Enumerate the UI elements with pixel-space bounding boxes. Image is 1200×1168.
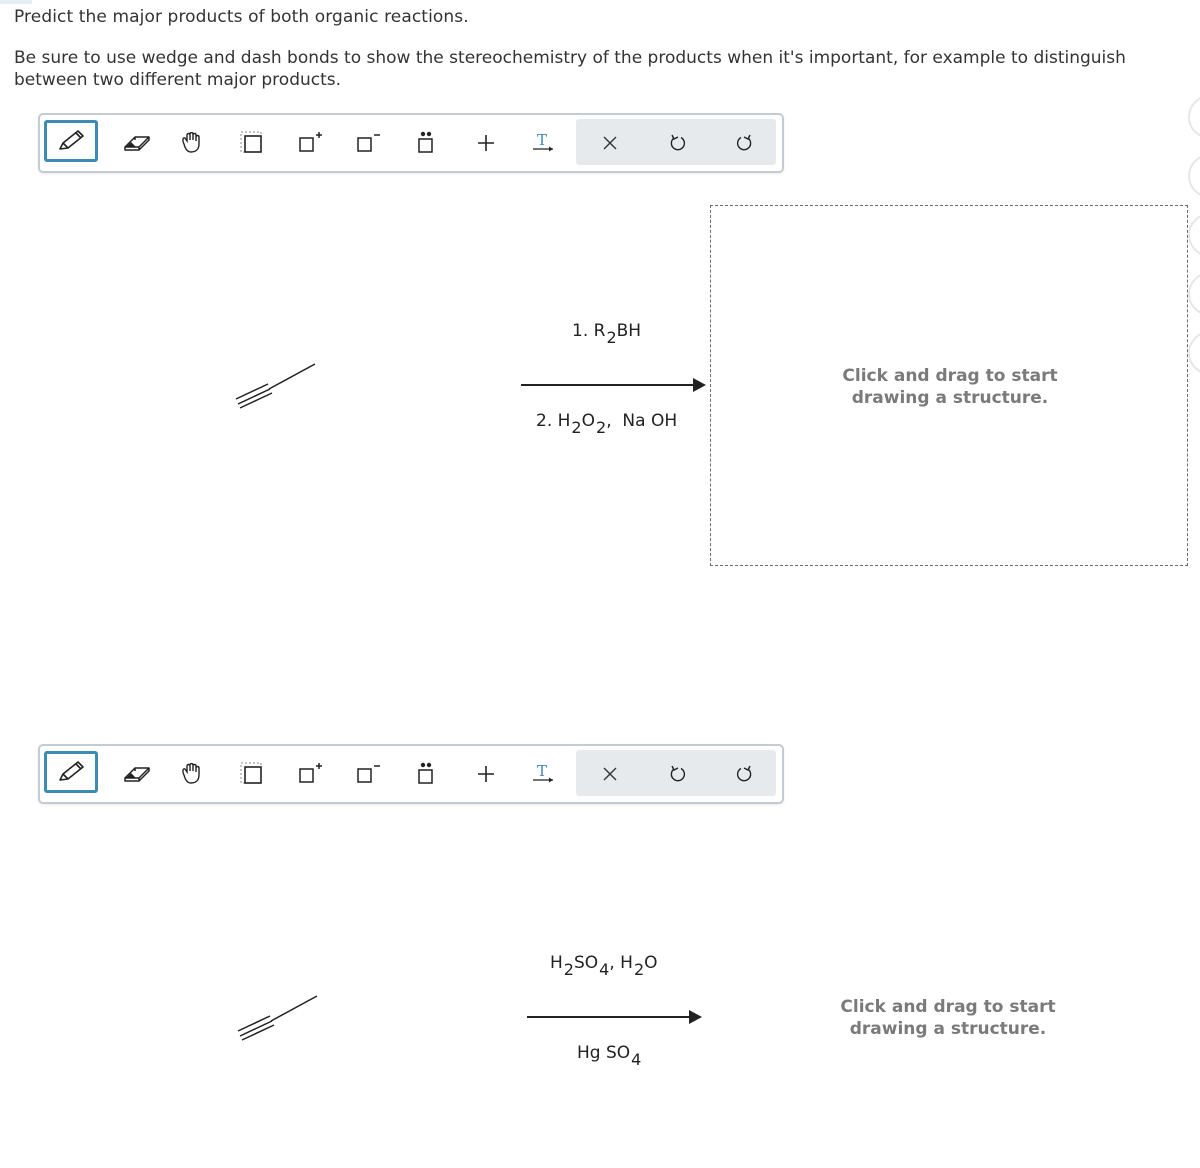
redo-icon	[735, 134, 753, 152]
drawing-placeholder-1: Click and drag to start drawing a structure.	[842, 366, 1058, 408]
redo-icon	[735, 765, 753, 783]
svg-text:T: T	[537, 762, 548, 780]
negative-charge-button[interactable]	[350, 752, 386, 796]
reagent-2-top: $H_2SO_4$, $H_2O$	[550, 953, 658, 979]
negative-charge-button[interactable]	[350, 121, 386, 165]
clear-icon	[602, 135, 618, 151]
redo-button[interactable]	[724, 752, 764, 796]
pencil-tool-button[interactable]	[44, 120, 98, 162]
template-tool-button[interactable]	[234, 752, 270, 796]
undo-button[interactable]	[658, 752, 698, 796]
undo-icon	[669, 765, 687, 783]
clear-icon	[602, 766, 618, 782]
reaction-arrow-2	[527, 1016, 700, 1018]
right-circle[interactable]	[1188, 213, 1200, 257]
eraser-tool-button[interactable]	[114, 121, 160, 165]
undo-icon	[669, 134, 687, 152]
reaction-arrow-1	[521, 384, 704, 386]
alkyne-structure-1	[230, 358, 320, 410]
corner-tab	[0, 0, 32, 4]
lone-pair-icon	[414, 761, 438, 787]
right-circle[interactable]	[1188, 331, 1200, 375]
svg-text:T: T	[537, 131, 548, 149]
pencil-icon	[56, 760, 86, 784]
lone-pair-button[interactable]	[408, 121, 444, 165]
reagent-1-bottom: 2. $H_2O_2$, Na OH	[536, 411, 678, 437]
text-arrow-button[interactable]	[524, 752, 564, 796]
pencil-icon	[56, 129, 86, 153]
eraser-icon	[122, 764, 152, 784]
redo-button[interactable]	[724, 121, 764, 165]
positive-charge-button[interactable]	[292, 752, 328, 796]
add-button[interactable]	[468, 121, 504, 165]
lone-pair-icon	[414, 130, 438, 156]
right-circle[interactable]	[1188, 95, 1200, 139]
positive-charge-button[interactable]	[292, 121, 328, 165]
right-circle[interactable]	[1188, 154, 1200, 198]
add-icon	[476, 764, 496, 784]
positive-charge-icon	[296, 761, 324, 787]
negative-charge-icon	[354, 761, 382, 787]
clear-button[interactable]	[590, 752, 630, 796]
pencil-tool-button[interactable]	[44, 751, 98, 793]
clear-button[interactable]	[590, 121, 630, 165]
add-icon	[476, 133, 496, 153]
drawing-toolbar-1	[38, 113, 784, 173]
drawing-placeholder-2[interactable]: Click and drag to start drawing a structure.	[840, 997, 1056, 1039]
eraser-tool-button[interactable]	[114, 752, 160, 796]
right-edge-controls	[1188, 95, 1200, 395]
text-arrow-icon	[530, 131, 558, 155]
lone-pair-button[interactable]	[408, 752, 444, 796]
reagent-2-bottom: Hg $SO_4$	[577, 1043, 642, 1069]
alkyne-structure-2	[232, 990, 322, 1042]
lasso-hand-icon	[179, 132, 205, 154]
reagent-1-top: 1. $R_2BH$	[572, 321, 642, 347]
instruction-line-1: Predict the major products of both organic reactions.	[14, 7, 469, 27]
instruction-line-2: Be sure to use wedge and dash bonds to show the stereochemistry of the products when it's important, for example to distinguish between two different major products.	[14, 48, 1126, 90]
negative-charge-icon	[354, 130, 382, 156]
drawing-toolbar-2	[38, 744, 784, 804]
lasso-hand-icon	[179, 763, 205, 785]
undo-button[interactable]	[658, 121, 698, 165]
hand-tool-button[interactable]	[172, 121, 212, 165]
add-button[interactable]	[468, 752, 504, 796]
hand-tool-button[interactable]	[172, 752, 212, 796]
template-tool-button[interactable]	[234, 121, 270, 165]
positive-charge-icon	[296, 130, 324, 156]
template-select-icon	[239, 761, 265, 787]
text-arrow-button[interactable]	[524, 121, 564, 165]
eraser-icon	[122, 133, 152, 153]
template-select-icon	[239, 130, 265, 156]
text-arrow-icon	[530, 762, 558, 786]
right-circle[interactable]	[1188, 272, 1200, 316]
